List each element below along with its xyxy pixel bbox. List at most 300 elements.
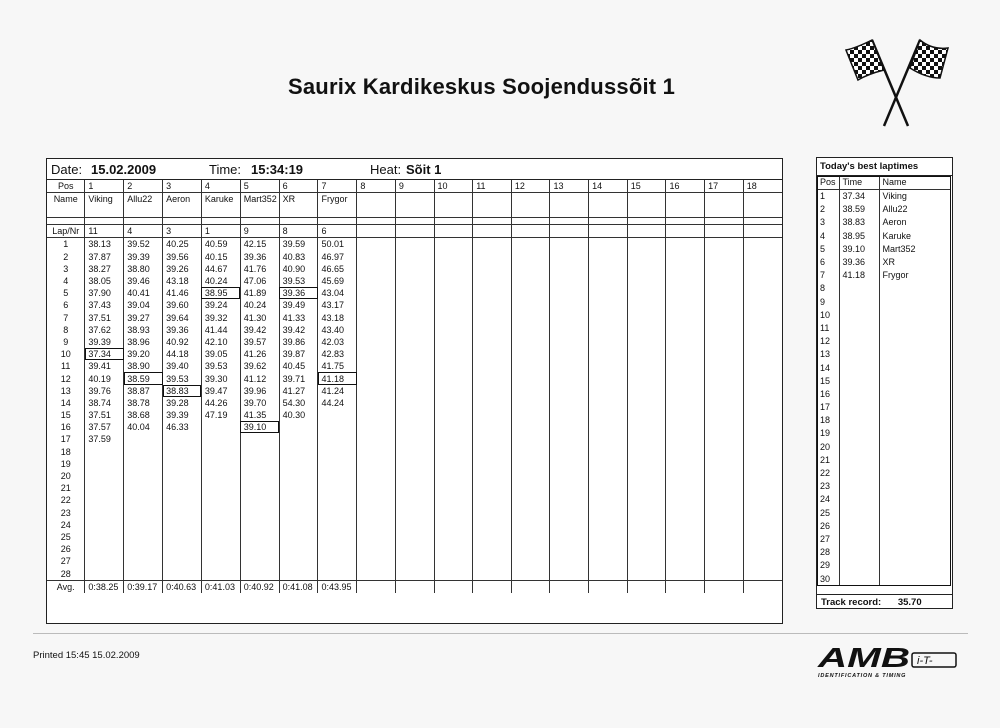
table-row-cell	[666, 543, 705, 555]
table-row-cell	[550, 482, 589, 494]
best-pos-cell: 16	[820, 388, 831, 399]
table-row	[817, 296, 951, 309]
table-row-cell	[318, 531, 357, 543]
printed-timestamp: Printed 15:45 15.02.2009	[33, 650, 140, 661]
table-row-cell	[743, 555, 782, 567]
table-row-cell	[395, 372, 434, 384]
table-row-cell	[743, 470, 782, 482]
table-row	[817, 454, 951, 467]
table-row-header: 23	[60, 507, 71, 518]
table-row-cell	[511, 482, 550, 494]
best-time-cell	[839, 546, 879, 559]
table-row-cell: 39.96	[240, 385, 279, 397]
date-label: Date:	[51, 162, 83, 177]
table-row-cell	[589, 336, 628, 348]
table-row-cell	[434, 494, 473, 506]
table-row-cell	[163, 507, 202, 519]
table-row-cell: 44.26	[201, 397, 240, 409]
row-lapnr-cell	[473, 225, 512, 238]
table-row-cell	[357, 397, 396, 409]
table-row	[817, 361, 951, 374]
table-row-cell	[550, 543, 589, 555]
best-pos-cell: 22	[820, 468, 831, 479]
row-blank-cell	[124, 218, 163, 225]
amb-logo-tagline: IDENTIFICATION & TIMING	[818, 673, 907, 679]
table-row-cell	[434, 287, 473, 299]
table-row-cell: 39.59	[279, 238, 318, 251]
table-row-cell: 42.83	[318, 348, 357, 360]
table-row-cell	[434, 312, 473, 324]
table-row-cell	[705, 275, 744, 287]
table-row-cell: 40.30	[279, 409, 318, 421]
table-row-cell	[357, 299, 396, 311]
table-row-cell	[357, 360, 396, 372]
table-row-cell	[511, 470, 550, 482]
best-name-cell: Frygor	[879, 269, 951, 282]
table-row-cell	[201, 482, 240, 494]
amb-logo-suffix: i-T-	[917, 655, 933, 667]
table-row-cell	[705, 409, 744, 421]
table-row-cell: 44.18	[163, 348, 202, 360]
table-row-cell	[589, 519, 628, 531]
table-row-cell	[666, 555, 705, 567]
table-row-cell	[589, 470, 628, 482]
best-pos-cell: 27	[820, 533, 831, 544]
row-lapnr-cell	[589, 225, 628, 238]
table-row-cell	[395, 519, 434, 531]
row-blank-cell	[511, 218, 550, 225]
table-row-cell: 38.87	[124, 385, 163, 397]
table-row-header: 20	[60, 471, 71, 482]
row-name-cell	[511, 193, 550, 218]
table-row-cell	[705, 324, 744, 336]
table-row-cell	[589, 433, 628, 445]
row-name-cell	[627, 193, 666, 218]
best-name-cell: Aeron	[879, 216, 951, 229]
table-row-cell	[163, 494, 202, 506]
best-pos-cell: 25	[820, 507, 831, 518]
best-time-cell	[839, 414, 879, 427]
best-lap-cell: 38.59	[124, 372, 163, 384]
table-row-cell	[124, 482, 163, 494]
best-name-cell	[879, 335, 951, 348]
row-avg-header: Avg.	[47, 580, 85, 593]
table-row-cell	[511, 385, 550, 397]
row-blank-cell	[318, 218, 357, 225]
table-row-cell: 37.57	[85, 421, 124, 433]
row-avg-cell	[666, 580, 705, 593]
table-row-cell	[473, 555, 512, 567]
lap-times-table	[47, 180, 782, 593]
best-name-cell	[879, 559, 951, 572]
best-time-cell	[839, 427, 879, 440]
table-row-cell	[589, 275, 628, 287]
table-row-cell	[395, 275, 434, 287]
table-row-cell	[627, 348, 666, 360]
table-row-cell	[357, 543, 396, 555]
table-row-cell: 39.70	[240, 397, 279, 409]
table-row-header: 24	[60, 519, 71, 530]
table-row	[817, 269, 951, 282]
table-row-cell	[395, 238, 434, 251]
best-name-cell	[879, 493, 951, 506]
table-row-cell	[627, 372, 666, 384]
best-time-cell	[839, 296, 879, 309]
table-row-cell	[743, 263, 782, 275]
row-blank-cell	[279, 218, 318, 225]
table-row-cell: 37.87	[85, 251, 124, 263]
footer-divider	[33, 633, 968, 634]
table-row-cell	[240, 446, 279, 458]
table-row-cell	[318, 409, 357, 421]
table-row	[817, 546, 951, 559]
date-value: 15.02.2009	[91, 162, 157, 177]
table-row-cell	[318, 494, 357, 506]
heat-value: Sõit 1	[406, 162, 442, 177]
table-row-cell	[627, 238, 666, 251]
table-row-cell	[124, 507, 163, 519]
row-pos-header: Pos	[47, 180, 85, 193]
table-row-cell	[434, 275, 473, 287]
table-row-cell	[627, 519, 666, 531]
table-row-cell	[318, 458, 357, 470]
table-row-cell: 39.39	[85, 336, 124, 348]
best-laptimes-column-header: Name	[879, 176, 951, 190]
table-row-cell	[627, 446, 666, 458]
best-time-cell	[839, 572, 879, 585]
best-time-cell	[839, 441, 879, 454]
table-row	[817, 414, 951, 427]
table-row-cell	[434, 543, 473, 555]
row-avg-cell	[705, 580, 744, 593]
track-record-value: 35.70	[897, 597, 922, 608]
table-row-cell	[666, 360, 705, 372]
table-row-header: 10	[60, 349, 71, 360]
table-row-cell	[473, 238, 512, 251]
table-row-cell	[627, 287, 666, 299]
best-time-cell	[839, 401, 879, 414]
row-name-cell	[550, 193, 589, 218]
table-row-cell	[511, 372, 550, 384]
row-lapnr-cell: 11	[85, 225, 124, 238]
table-row-cell: 39.36	[240, 251, 279, 263]
table-row-cell	[627, 397, 666, 409]
table-row-cell	[589, 312, 628, 324]
table-row-cell	[434, 409, 473, 421]
table-row-cell	[473, 494, 512, 506]
table-row-cell	[705, 531, 744, 543]
table-row-cell	[705, 519, 744, 531]
table-row-cell	[434, 470, 473, 482]
best-time-cell	[839, 361, 879, 374]
table-row-cell	[318, 433, 357, 445]
table-row-cell	[473, 507, 512, 519]
table-row-cell	[85, 567, 124, 580]
table-row-cell	[395, 446, 434, 458]
table-row-cell	[550, 397, 589, 409]
table-row-cell: 41.89	[240, 287, 279, 299]
table-row-cell	[589, 458, 628, 470]
row-lapnr-cell	[627, 225, 666, 238]
best-pos-cell: 1	[820, 191, 826, 202]
best-pos-cell: 10	[820, 309, 831, 320]
table-row-cell	[589, 409, 628, 421]
table-row-cell	[511, 263, 550, 275]
table-row-cell	[743, 543, 782, 555]
row-lapnr-cell	[705, 225, 744, 238]
table-row-header: 28	[60, 568, 71, 579]
best-name-cell	[879, 467, 951, 480]
row-name-cell	[473, 193, 512, 218]
row-blank-cell	[550, 218, 589, 225]
row-name-cell: Allu22	[124, 193, 163, 218]
table-row-cell: 38.96	[124, 336, 163, 348]
table-row-cell: 41.24	[318, 385, 357, 397]
table-row-cell	[85, 519, 124, 531]
table-row-cell	[201, 421, 240, 433]
table-row-cell: 39.05	[201, 348, 240, 360]
best-pos-cell: 24	[820, 494, 831, 505]
table-row-cell	[473, 409, 512, 421]
table-row	[817, 467, 951, 480]
table-row-cell	[85, 531, 124, 543]
best-name-cell	[879, 361, 951, 374]
table-row-cell	[627, 312, 666, 324]
row-pos-cell: 10	[434, 180, 473, 193]
best-pos-cell: 20	[820, 441, 831, 452]
best-name-cell	[879, 375, 951, 388]
table-row-cell	[240, 482, 279, 494]
table-row-cell	[627, 567, 666, 580]
table-row-cell	[473, 446, 512, 458]
table-row-cell	[201, 519, 240, 531]
table-row-cell	[627, 409, 666, 421]
table-row-cell	[357, 251, 396, 263]
row-pos-cell: 13	[550, 180, 589, 193]
row-pos-cell: 18	[743, 180, 782, 193]
table-row-cell	[627, 336, 666, 348]
table-row-header: 19	[60, 458, 71, 469]
table-row-cell: 43.18	[318, 312, 357, 324]
table-row-cell	[666, 348, 705, 360]
table-row-cell: 39.87	[279, 348, 318, 360]
row-pos-cell: 1	[85, 180, 124, 193]
table-row-cell	[434, 433, 473, 445]
table-row	[817, 190, 951, 204]
table-row-cell	[589, 531, 628, 543]
table-row-cell: 39.39	[124, 251, 163, 263]
table-row-cell	[666, 421, 705, 433]
best-laptimes-column-header: Pos	[817, 176, 839, 190]
best-time-cell	[839, 467, 879, 480]
table-row	[817, 572, 951, 585]
table-row-cell: 39.46	[124, 275, 163, 287]
table-row	[817, 216, 951, 229]
table-row-cell	[434, 251, 473, 263]
best-name-cell	[879, 282, 951, 295]
table-row-cell: 46.97	[318, 251, 357, 263]
row-avg-cell	[550, 580, 589, 593]
table-row-cell	[395, 336, 434, 348]
table-row-cell	[434, 555, 473, 567]
row-name-cell	[434, 193, 473, 218]
table-row-cell: 38.93	[124, 324, 163, 336]
row-blank-cell	[627, 218, 666, 225]
best-pos-cell: 9	[820, 296, 826, 307]
row-pos-cell: 6	[279, 180, 318, 193]
best-name-cell	[879, 348, 951, 361]
table-row-cell	[666, 397, 705, 409]
table-row	[817, 203, 951, 216]
table-row	[817, 282, 951, 295]
row-name-cell	[666, 193, 705, 218]
table-row-cell	[627, 470, 666, 482]
best-lap-cell: 38.95	[201, 287, 240, 299]
table-row	[817, 348, 951, 361]
best-name-cell	[879, 507, 951, 520]
best-time-cell: 38.83	[839, 216, 879, 229]
table-row-cell	[511, 348, 550, 360]
table-row-cell	[511, 421, 550, 433]
table-row-cell	[434, 360, 473, 372]
row-pos-cell: 5	[240, 180, 279, 193]
table-row-cell	[434, 482, 473, 494]
table-row-cell	[550, 287, 589, 299]
best-pos-cell: 21	[820, 454, 831, 465]
table-row-cell	[357, 312, 396, 324]
best-name-cell	[879, 322, 951, 335]
table-row	[817, 388, 951, 401]
table-row-cell	[357, 263, 396, 275]
table-row-cell	[550, 567, 589, 580]
table-row-cell	[511, 543, 550, 555]
table-row-cell: 38.05	[85, 275, 124, 287]
table-row-cell	[550, 494, 589, 506]
best-time-cell	[839, 493, 879, 506]
row-pos-cell: 8	[357, 180, 396, 193]
table-row-cell	[666, 482, 705, 494]
table-row-cell	[240, 507, 279, 519]
table-row-header: 27	[60, 556, 71, 567]
table-row-cell	[473, 336, 512, 348]
table-row-cell	[473, 519, 512, 531]
row-blank-cell	[473, 218, 512, 225]
best-pos-cell: 8	[820, 283, 826, 294]
table-row-cell	[511, 287, 550, 299]
table-row-cell	[627, 555, 666, 567]
table-row-cell	[395, 263, 434, 275]
table-row-cell	[666, 409, 705, 421]
table-row-cell	[743, 275, 782, 287]
row-lapnr-cell	[434, 225, 473, 238]
table-row-cell	[550, 299, 589, 311]
table-row-cell	[434, 324, 473, 336]
table-row-cell: 43.04	[318, 287, 357, 299]
table-row-cell	[666, 287, 705, 299]
table-row-cell	[473, 287, 512, 299]
table-row-cell	[589, 385, 628, 397]
table-row-cell: 38.13	[85, 238, 124, 251]
row-avg-cell: 0:38.25	[85, 580, 124, 593]
table-row-cell: 40.15	[201, 251, 240, 263]
table-row-cell	[163, 555, 202, 567]
table-row-cell: 37.59	[85, 433, 124, 445]
table-row-cell	[473, 531, 512, 543]
table-row-cell: 40.59	[201, 238, 240, 251]
table-row-cell	[550, 507, 589, 519]
table-row-cell	[240, 543, 279, 555]
best-time-cell	[839, 375, 879, 388]
table-row-cell	[511, 507, 550, 519]
table-row-cell	[124, 531, 163, 543]
table-row-cell	[318, 482, 357, 494]
time-label: Time:	[209, 162, 242, 177]
table-row-cell	[473, 567, 512, 580]
row-pos-cell: 3	[163, 180, 202, 193]
best-laptimes-table	[817, 176, 951, 586]
row-avg-cell	[511, 580, 550, 593]
table-row-cell	[124, 470, 163, 482]
table-row-cell: 39.47	[201, 385, 240, 397]
table-row-cell: 40.19	[85, 372, 124, 384]
table-row-cell: 46.33	[163, 421, 202, 433]
table-row-cell	[705, 494, 744, 506]
table-row-cell	[550, 470, 589, 482]
row-name-cell	[589, 193, 628, 218]
table-row-cell	[85, 555, 124, 567]
table-row-cell	[85, 543, 124, 555]
best-time-cell: 37.34	[839, 190, 879, 204]
table-row-cell	[279, 470, 318, 482]
table-row-cell	[743, 299, 782, 311]
row-name-cell	[395, 193, 434, 218]
table-row-cell: 40.90	[279, 263, 318, 275]
table-row-cell	[743, 531, 782, 543]
table-row-cell	[124, 519, 163, 531]
table-row-cell	[473, 470, 512, 482]
table-row-cell	[318, 555, 357, 567]
table-row-cell	[743, 324, 782, 336]
table-row-cell	[627, 433, 666, 445]
table-row	[817, 243, 951, 256]
table-row-cell	[124, 458, 163, 470]
best-pos-cell: 19	[820, 428, 831, 439]
table-row-cell	[473, 360, 512, 372]
table-row-cell	[743, 336, 782, 348]
table-row	[817, 309, 951, 322]
table-row-cell	[279, 494, 318, 506]
table-row-cell	[627, 324, 666, 336]
table-row-cell: 39.53	[163, 372, 202, 384]
table-row	[817, 335, 951, 348]
row-pos-cell: 2	[124, 180, 163, 193]
table-row-cell: 39.56	[163, 251, 202, 263]
best-time-cell	[839, 335, 879, 348]
table-row-cell: 44.24	[318, 397, 357, 409]
table-row-cell	[201, 531, 240, 543]
table-row-cell	[357, 494, 396, 506]
table-row-cell: 41.46	[163, 287, 202, 299]
best-pos-cell: 30	[820, 573, 831, 584]
table-row-cell	[279, 567, 318, 580]
table-row-cell: 39.28	[163, 397, 202, 409]
table-row-cell	[589, 263, 628, 275]
table-row-cell: 40.83	[279, 251, 318, 263]
table-row-cell	[318, 519, 357, 531]
row-avg-cell	[395, 580, 434, 593]
table-row-cell	[279, 458, 318, 470]
table-row-cell	[124, 494, 163, 506]
